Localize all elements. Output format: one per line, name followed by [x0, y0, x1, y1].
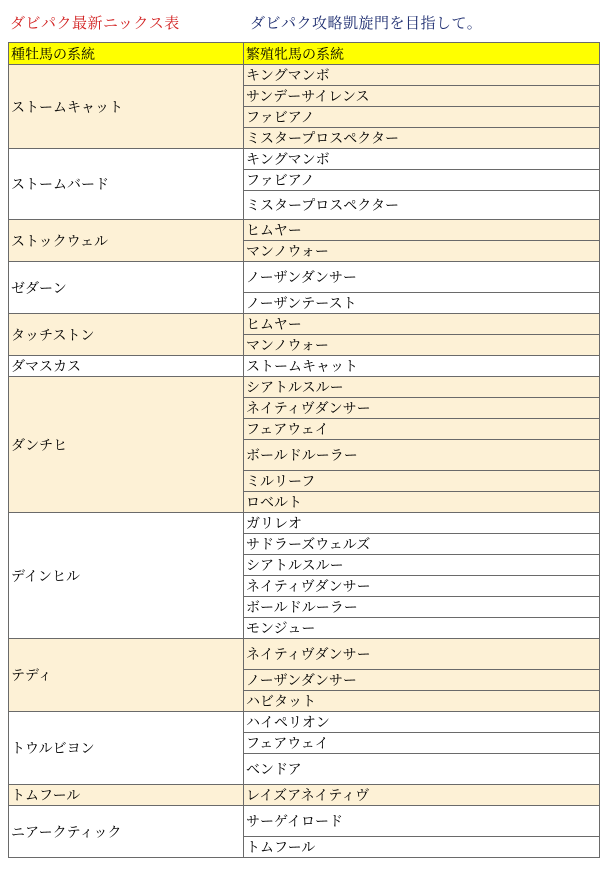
table-row: [9, 377, 600, 398]
page-subtitle: ダビパク攻略凱旋門を目指して。: [250, 14, 483, 32]
dam-line-cell: ボールドルーラー: [244, 597, 600, 618]
dam-line-cell: ハイペリオン: [244, 712, 600, 733]
table-row: [9, 149, 600, 170]
dam-line-cell: ノーザンダンサー: [244, 670, 600, 691]
table-row: [9, 806, 600, 837]
sire-line-cell: ニアークティック: [9, 806, 244, 858]
dam-line-cell: ミスタープロスペクター: [244, 128, 600, 149]
dam-line-cell: ガリレオ: [244, 513, 600, 534]
dam-line-cell: ミスタープロスペクター: [244, 191, 600, 220]
nicks-table-body: [9, 65, 600, 858]
table-row: [9, 639, 600, 670]
sire-line-cell: ダマスカス: [9, 356, 244, 377]
header-row: [9, 43, 600, 65]
dam-line-cell: ファビアノ: [244, 107, 600, 128]
table-row: [9, 314, 600, 335]
nicks-table: [8, 42, 600, 858]
page-title: ダビパク最新ニックス表: [10, 14, 180, 32]
dam-line-cell: シアトルスルー: [244, 555, 600, 576]
dam-line-cell: サーゲイロード: [244, 806, 600, 837]
sire-line-cell: デインヒル: [9, 513, 244, 639]
sire-line-cell: ダンチヒ: [9, 377, 244, 513]
table-row: [9, 356, 600, 377]
dam-line-cell: サドラーズウェルズ: [244, 534, 600, 555]
dam-line-cell: レイズアネイティヴ: [244, 785, 600, 806]
dam-line-cell: ハビタット: [244, 691, 600, 712]
dam-line-cell: トムフール: [244, 837, 600, 858]
dam-line-cell: モンジュー: [244, 618, 600, 639]
dam-line-cell: マンノウォー: [244, 335, 600, 356]
sire-line-cell: ゼダーン: [9, 262, 244, 314]
column-header-sire: 種牡馬の系統: [9, 43, 244, 65]
dam-line-cell: ファビアノ: [244, 170, 600, 191]
dam-line-cell: ストームキャット: [244, 356, 600, 377]
dam-line-cell: ヒムヤー: [244, 220, 600, 241]
table-row: [9, 262, 600, 293]
table-row: [9, 712, 600, 733]
sire-line-cell: トウルビヨン: [9, 712, 244, 785]
title-bar: [0, 0, 613, 42]
dam-line-cell: シアトルスルー: [244, 377, 600, 398]
dam-line-cell: マンノウォー: [244, 241, 600, 262]
dam-line-cell: ヒムヤー: [244, 314, 600, 335]
dam-line-cell: ロベルト: [244, 492, 600, 513]
dam-line-cell: キングマンボ: [244, 149, 600, 170]
dam-line-cell: ノーザンテースト: [244, 293, 600, 314]
dam-line-cell: フェアウェイ: [244, 733, 600, 754]
dam-line-cell: ボールドルーラー: [244, 440, 600, 471]
dam-line-cell: ミルリーフ: [244, 471, 600, 492]
dam-line-cell: サンデーサイレンス: [244, 86, 600, 107]
sire-line-cell: トムフール: [9, 785, 244, 806]
table-row: [9, 785, 600, 806]
dam-line-cell: ネイティヴダンサー: [244, 398, 600, 419]
dam-line-cell: フェアウェイ: [244, 419, 600, 440]
sire-line-cell: ストームキャット: [9, 65, 244, 149]
dam-line-cell: ネイティヴダンサー: [244, 576, 600, 597]
table-row: [9, 65, 600, 86]
sire-line-cell: タッチストン: [9, 314, 244, 356]
sire-line-cell: ストックウェル: [9, 220, 244, 262]
dam-line-cell: キングマンボ: [244, 65, 600, 86]
sire-line-cell: ストームバード: [9, 149, 244, 220]
sire-line-cell: テディ: [9, 639, 244, 712]
table-row: [9, 513, 600, 534]
dam-line-cell: ベンドア: [244, 754, 600, 785]
column-header-dam: 繁殖牝馬の系統: [244, 43, 600, 65]
dam-line-cell: ノーザンダンサー: [244, 262, 600, 293]
table-row: [9, 220, 600, 241]
dam-line-cell: ネイティヴダンサー: [244, 639, 600, 670]
